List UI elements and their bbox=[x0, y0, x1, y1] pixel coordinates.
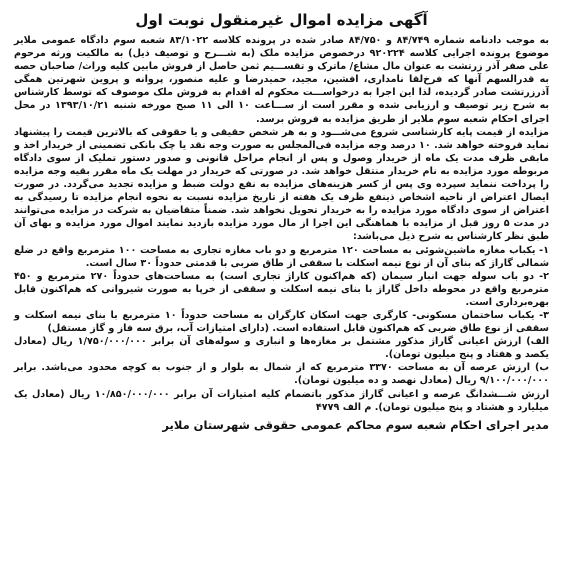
auction-notice bbox=[14, 10, 549, 434]
notice-paragraph-terms: مزایده از قیمت پایه کارشناسی شروع می‌شـــود و به هر شخص حقیقی و یا حقوقی که بالاترین قیمت را پیشنهاد نماید فروخته خواهد شد. ۱۰ درصد وجه مزایده فی‌المجلس به صورت وجه نقد یا چک بانکی تضمینی از خریدار اخذ و مابقی ظرف مدت یک ماه از خریدار وصول و پس از انجام مراحل قانونی و صدور دستور تملیک از سوی دادگاه مربوطه مورد مزایده به نام خریدار منتقل خواهد شد. در صورتی که خریدار در مهلت یک ماه مقرر بقیه وجه مزایده را پرداخت ننماید سپرده وی پس از کسر هزینه‌های مزایده به نفع دولت ضبط و مزایده تجدید می‌گردد. در صورت ایصال اعتراض از ناحیه اشخاص ذینفع ظرف یک هفته از تاریخ مزایده نسبت به نحوه انجام مزایده تا رسیدگی به اعتراض از سوی دادگاه مورد مزایده را به خریدار تحویل نخواهد شد. ضمناً متقاضیان به شرکت در مزایده می‌توانند در مدت ۵ روز قبل از مزایده با هماهنگی این اجرا از مال مورد مزایده بازدید نمایند اموال مورد مزایده و بهای آن طبق نظر کارشناس به شرح ذیل می‌باشد: bbox=[14, 126, 549, 243]
notice-item-3: ۳- یکباب ساختمان مسکونی- کارگری جهت اسکان کارگران به مساحت حدوداً ۱۰ مترمربع با بنای نیمه اسکلت و سقفی از نوع طاق ضربی که هم‌اکنون قابل استفاده است. (دارای امتیازات آب، برق سه فاز و گاز مستقل) bbox=[14, 309, 549, 335]
notice-title: آگهی مزایده اموال غیرمنقول نوبت اول bbox=[135, 11, 428, 29]
notice-paragraph-intro: به موجب دادنامه شماره ۸۴/۷۴۹ و ۸۴/۷۵۰ صادر شده در پرونده کلاسه ۸۳/۱۰۲۲ شعبه سوم دادگاه عمومی ملایر موضوع پرونده اجرایی کلاسه ۹۲۰۲۲۴ درخصوص مزایده ملک (به شـــرح و توصیف ذیل) به مالکیت ورثه مرحوم علی صفر آذر زرتشت به عنوان مال مشاع/ ماترک و تقســـیم ثمن حاصل از فروش مابین کلیه وراث/ صاحبان حصه به قدرالسهم آنها که فرخ‌لقا نامداری، افشین، مجید، حمیدرضا و علیه منصور، پروانه و پروین شهرتین همگی آذرزرتشت صادر گردیده، لذا این اجرا به درخواســـت محکوم له اقدام به فروش ملک موصوف که توسط کارشناس به شرح زیر توصیف و ارزیابی شده و مقرر است از ســـاعت ۱۰ الی ۱۱ صبح مورخه شنبه ۱۳۹۳/۱۰/۲۱ در محل اجرای احکام شعبه سوم ملایر از طریق مزایده به فروش برسد. bbox=[14, 35, 550, 125]
notice-valuation-total: ارزش شـــشدانگ عرصه و اعیانی گاراژ مذکور باتضمام کلیه امتیازات آن برابر ۱۰/۸۵۰/۰۰۰/۰۰۰ ریال (معادل یک میلیارد و هشتاد و پنج میلیون تومان). م الف ۴۷۷۹ bbox=[14, 388, 549, 413]
notice-item-1: ۱- یکباب مغازه ماشین‌شوئی به مساحت ۱۲۰ مترمربع و دو باب مغازه تجاری به مساحت ۱۰۰ مترمربع واقع در ضلع شمالی گاراژ که بنای آن از نوع نیمه اسکلت با سقفی از طاق ضربی با قدمتی حدوداً ۳۰ سال است. bbox=[14, 244, 549, 269]
notice-signature: مدیر اجرای احکام شعبه سوم محاکم عمومی حقوقی شهرستان ملایر bbox=[162, 417, 549, 432]
notice-item-2: ۲- دو باب سوله جهت انبار سیمان (که هم‌اکنون کاراژ تجاری است) به مساحت‌های حدوداً ۲۷۰ مترمربع و ۴۵۰ مترمربع واقع در محوطه داخل گاراژ با بنای نیمه اسکلت و سقفی از خرپا به صورت شیروانی که هم‌اکنون قابل بهره‌برداری است. bbox=[14, 270, 549, 308]
notice-valuation-b: ب) ارزش عرصه آن به مساحت ۳۳۷۰ مترمربع که از شمال به بلوار و از جنوب به کوچه محدود می‌باشد. برابر ۹/۱۰۰/۰۰۰/۰۰۰ ریال (معادل نهصد و ده میلیون تومان). bbox=[14, 362, 549, 387]
notice-valuation-a: الف) ارزش اعیانی گاراژ مذکور مشتمل بر مغازه‌ها و انباری و سوله‌های آن برابر ۱/۷۵۰/۰۰۰/۰۰۰ ریال (معادل یکصد و هفتاد و پنج میلیون تومان). bbox=[14, 336, 550, 361]
